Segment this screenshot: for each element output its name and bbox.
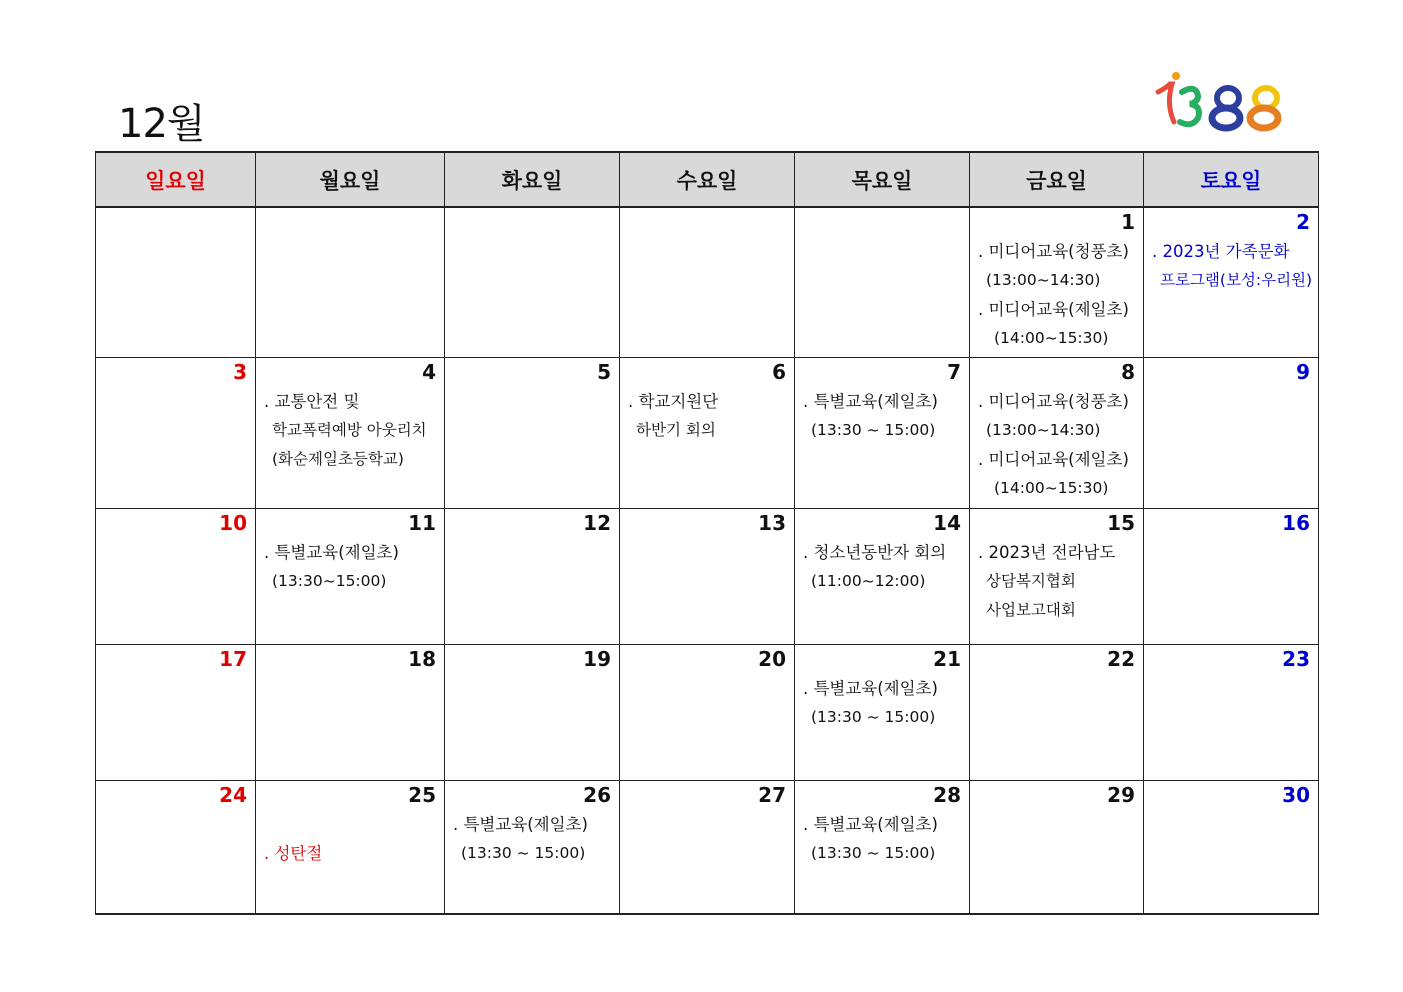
event-item: . 특별교육(제일초)	[264, 542, 399, 562]
event-list	[620, 387, 794, 445]
weekday-header-row	[96, 152, 1319, 207]
day-cell[interactable]	[620, 207, 795, 357]
event-list	[970, 387, 1143, 503]
day-cell[interactable]	[445, 780, 620, 914]
day-number	[620, 208, 794, 233]
event-item: . 2023년 가족문화	[1152, 242, 1290, 261]
day-number: 15	[1107, 510, 1135, 535]
weekday-wednesday: 수요일	[620, 152, 795, 207]
day-cell[interactable]	[620, 644, 795, 780]
day-cell[interactable]	[795, 644, 970, 780]
event-list	[795, 387, 969, 445]
day-number: 6	[772, 359, 786, 384]
calendar-table	[95, 151, 1319, 915]
event-item: . 미디어교육(제일초)	[978, 300, 1129, 319]
weekday-thursday: 목요일	[795, 152, 970, 207]
event-item: . 미디어교육(청풍초)	[978, 391, 1129, 411]
event-item: (13:30 ~ 15:00)	[811, 843, 936, 862]
day-number: 23	[1282, 646, 1310, 671]
event-item: (14:00~15:30)	[994, 478, 1109, 497]
day-number: 27	[758, 782, 786, 807]
week-row	[96, 780, 1319, 914]
event-item: . 특별교육(제일초)	[453, 814, 588, 834]
event-list	[970, 237, 1143, 353]
day-number: 12	[583, 510, 611, 535]
day-cell[interactable]	[1144, 357, 1319, 508]
day-cell[interactable]	[795, 780, 970, 914]
day-number: 30	[1282, 782, 1310, 807]
event-list	[970, 538, 1143, 625]
day-number: 26	[583, 782, 611, 807]
event-item: . 특별교육(제일초)	[803, 814, 938, 834]
event-item: . 학교지원단	[628, 391, 719, 411]
event-list	[256, 538, 444, 596]
day-number: 4	[422, 359, 436, 384]
day-cell[interactable]	[256, 357, 445, 508]
day-number: 10	[219, 510, 247, 535]
event-list	[795, 674, 969, 732]
event-item: (13:30 ~ 15:00)	[461, 843, 586, 862]
weekday-saturday: 토요일	[1144, 152, 1319, 207]
day-cell[interactable]	[970, 508, 1144, 644]
event-item: (11:00~12:00)	[811, 571, 926, 590]
day-cell[interactable]	[256, 644, 445, 780]
logo-1388	[1152, 68, 1302, 138]
week-row	[96, 644, 1319, 780]
event-item: (화순제일초등학교)	[272, 449, 404, 468]
day-number: 1	[1121, 210, 1135, 234]
day-number	[795, 208, 969, 233]
day-number: 16	[1282, 510, 1310, 535]
day-cell[interactable]	[96, 207, 256, 357]
day-number: 14	[933, 510, 961, 535]
event-item: . 특별교육(제일초)	[803, 391, 938, 411]
day-number: 29	[1107, 782, 1135, 807]
day-cell[interactable]	[795, 357, 970, 508]
event-item: . 성탄절	[264, 843, 323, 863]
day-number: 3	[233, 359, 247, 384]
day-number	[96, 208, 255, 233]
day-number: 7	[947, 359, 961, 384]
event-list	[795, 538, 969, 596]
event-item: (13:00~14:30)	[986, 271, 1101, 289]
event-item: 상담복지협회	[986, 571, 1076, 590]
event-item: (13:30~15:00)	[272, 571, 387, 590]
day-cell[interactable]	[256, 207, 445, 357]
weekday-friday: 금요일	[970, 152, 1144, 207]
day-number: 11	[408, 510, 436, 535]
day-number: 20	[758, 646, 786, 671]
event-item: (14:00~15:30)	[994, 329, 1109, 347]
day-number: 17	[219, 646, 247, 671]
day-cell[interactable]	[1144, 780, 1319, 914]
event-item: . 2023년 전라남도	[978, 542, 1116, 562]
event-item: (13:00~14:30)	[986, 420, 1101, 439]
day-cell[interactable]	[970, 780, 1144, 914]
day-number: 21	[933, 646, 961, 671]
day-cell[interactable]	[445, 207, 620, 357]
day-cell[interactable]	[96, 508, 256, 644]
day-number: 24	[219, 782, 247, 807]
event-item: 하반기 회의	[636, 420, 716, 439]
event-item: . 특별교육(제일초)	[803, 678, 938, 698]
day-cell[interactable]	[620, 508, 795, 644]
day-cell[interactable]	[1144, 508, 1319, 644]
day-cell[interactable]	[96, 644, 256, 780]
day-cell[interactable]	[256, 508, 445, 644]
day-number: 5	[597, 359, 611, 384]
day-number	[445, 208, 619, 233]
day-cell[interactable]	[620, 357, 795, 508]
weekday-monday: 월요일	[256, 152, 445, 207]
day-cell[interactable]	[1144, 644, 1319, 780]
day-cell[interactable]	[256, 780, 445, 914]
day-number: 28	[933, 782, 961, 807]
day-number: 18	[408, 646, 436, 671]
event-item: . 교통안전 및	[264, 391, 360, 411]
day-cell[interactable]	[795, 207, 970, 357]
week-row	[96, 357, 1319, 508]
event-item: . 청소년동반자 회의	[803, 542, 947, 562]
week-row	[96, 508, 1319, 644]
week-row	[96, 207, 1319, 357]
day-number: 22	[1107, 646, 1135, 671]
day-cell[interactable]	[445, 508, 620, 644]
event-item: (13:30 ~ 15:00)	[811, 420, 936, 439]
weekday-tuesday: 화요일	[445, 152, 620, 207]
event-item: (13:30 ~ 15:00)	[811, 707, 936, 726]
event-item: . 미디어교육(청풍초)	[978, 242, 1129, 261]
event-item: . 미디어교육(제일초)	[978, 449, 1129, 469]
day-cell[interactable]	[1144, 207, 1319, 357]
day-cell[interactable]	[620, 780, 795, 914]
day-number: 9	[1296, 359, 1310, 384]
day-number: 13	[758, 510, 786, 535]
event-list	[445, 810, 619, 868]
day-cell[interactable]	[445, 357, 620, 508]
event-item: 사업보고대회	[986, 600, 1076, 619]
day-number: 25	[408, 782, 436, 807]
weekday-sunday: 일요일	[96, 152, 256, 207]
day-number: 2	[1296, 210, 1310, 234]
event-item: 프로그램(보성:우리원)	[1160, 271, 1313, 289]
day-cell[interactable]	[96, 780, 256, 914]
day-number	[256, 208, 444, 233]
day-cell[interactable]	[96, 357, 256, 508]
day-cell[interactable]	[795, 508, 970, 644]
page-title: 12월	[118, 101, 205, 147]
day-number: 19	[583, 646, 611, 671]
day-cell[interactable]	[970, 644, 1144, 780]
event-list	[256, 810, 444, 868]
logo-graphic	[1152, 68, 1302, 138]
event-list	[256, 387, 444, 474]
day-cell[interactable]	[970, 357, 1144, 508]
day-cell[interactable]	[970, 207, 1144, 357]
day-cell[interactable]	[445, 644, 620, 780]
day-number: 8	[1121, 359, 1135, 384]
event-item: 학교폭력예방 아웃리치	[272, 420, 427, 439]
event-list	[795, 810, 969, 868]
event-item	[256, 810, 444, 839]
event-list	[1144, 237, 1318, 295]
